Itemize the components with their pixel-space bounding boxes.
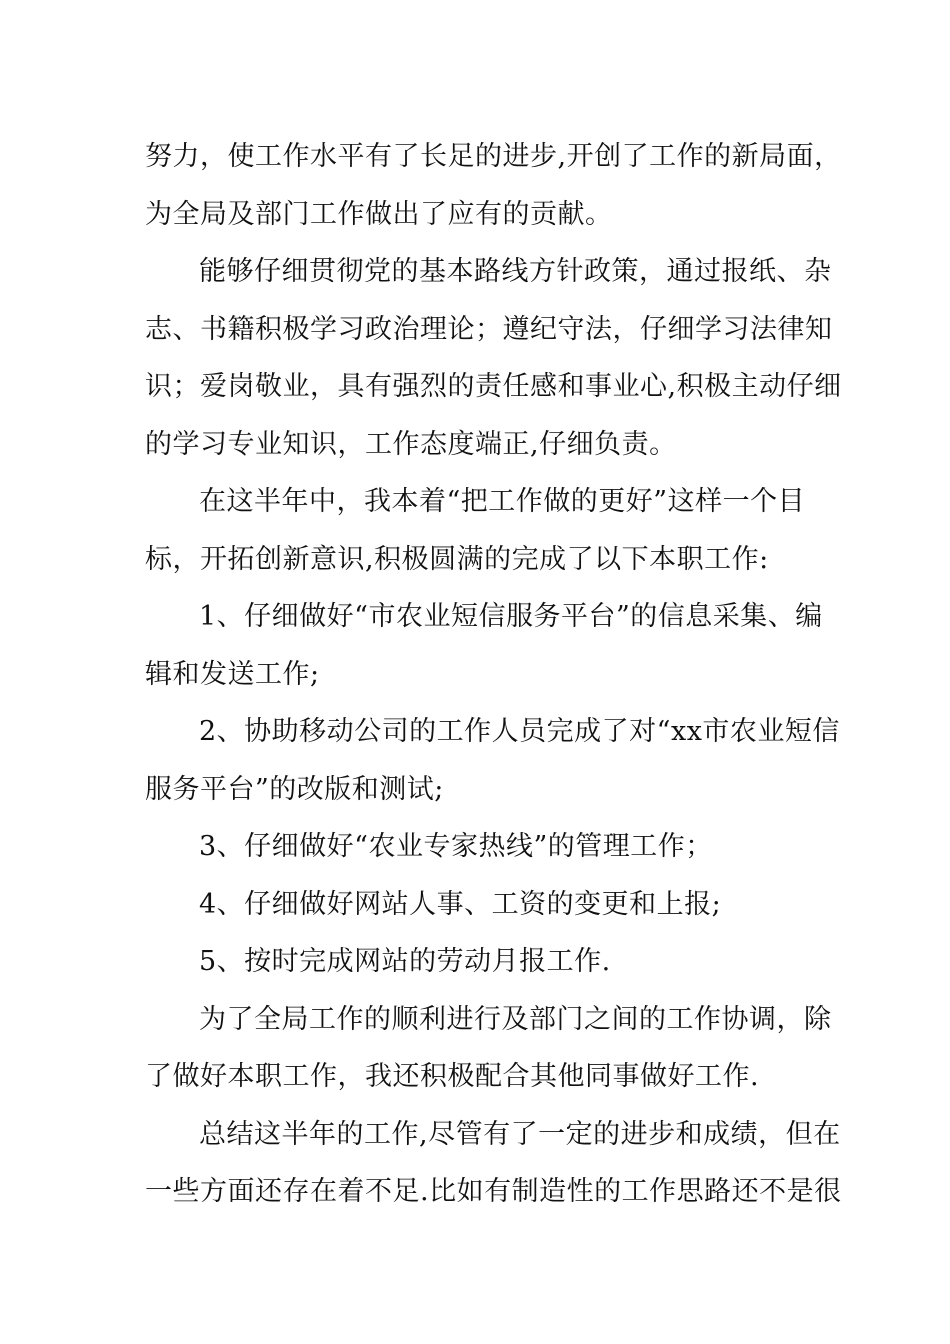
list-item-3: 3、仔细做好“农业专家热线”的管理工作； <box>199 831 713 862</box>
text-line: 一些方面还存在着不足.比如有制造性的工作思路还不是很 <box>145 1176 842 1207</box>
paragraph-start: 总结这半年的工作,尽管有了一定的进步和成绩，但在 <box>199 1118 841 1150</box>
text-line: 辑和发送工作; <box>145 658 320 690</box>
body-text <box>145 128 842 1221</box>
text-line: 标，开拓创新意识,积极圆满的完成了以下本职工作: <box>145 543 769 575</box>
text-line: 识；爱岗敬业，具有强烈的责任感和事业心,积极主动仔细 <box>145 371 842 402</box>
text-line: 为全局及部门工作做出了应有的贡献。 <box>145 198 613 230</box>
paragraph-start: 能够仔细贯彻党的基本路线方针政策，通过报纸、杂 <box>199 256 832 287</box>
list-item-4: 4、仔细做好网站人事、工资的变更和上报; <box>199 888 722 920</box>
paragraph-start: 为了全局工作的顺利进行及部门之间的工作协调，除 <box>199 1003 832 1035</box>
list-item-5: 5、按时完成网站的劳动月报工作. <box>199 946 611 977</box>
list-item-2: 2、协助移动公司的工作人员完成了对“xx市农业短信 <box>199 716 840 747</box>
text-line: 努力，使工作水平有了长足的进步,开创了工作的新局面， <box>145 141 842 172</box>
paragraph-start: 在这半年中，我本着“把工作做的更好”这样一个目 <box>199 486 806 517</box>
text-line: 的学习专业知识，工作态度端正,仔细负责。 <box>145 428 677 460</box>
text-line: 服务平台”的改版和测试; <box>145 773 444 805</box>
list-item-1: 1、仔细做好“市农业短信服务平台”的信息采集、编 <box>199 601 823 632</box>
text-line: 了做好本职工作，我还积极配合其他同事做好工作. <box>145 1061 760 1092</box>
text-line: 志、书籍积极学习政治理论；遵纪守法，仔细学习法律知 <box>145 313 833 345</box>
